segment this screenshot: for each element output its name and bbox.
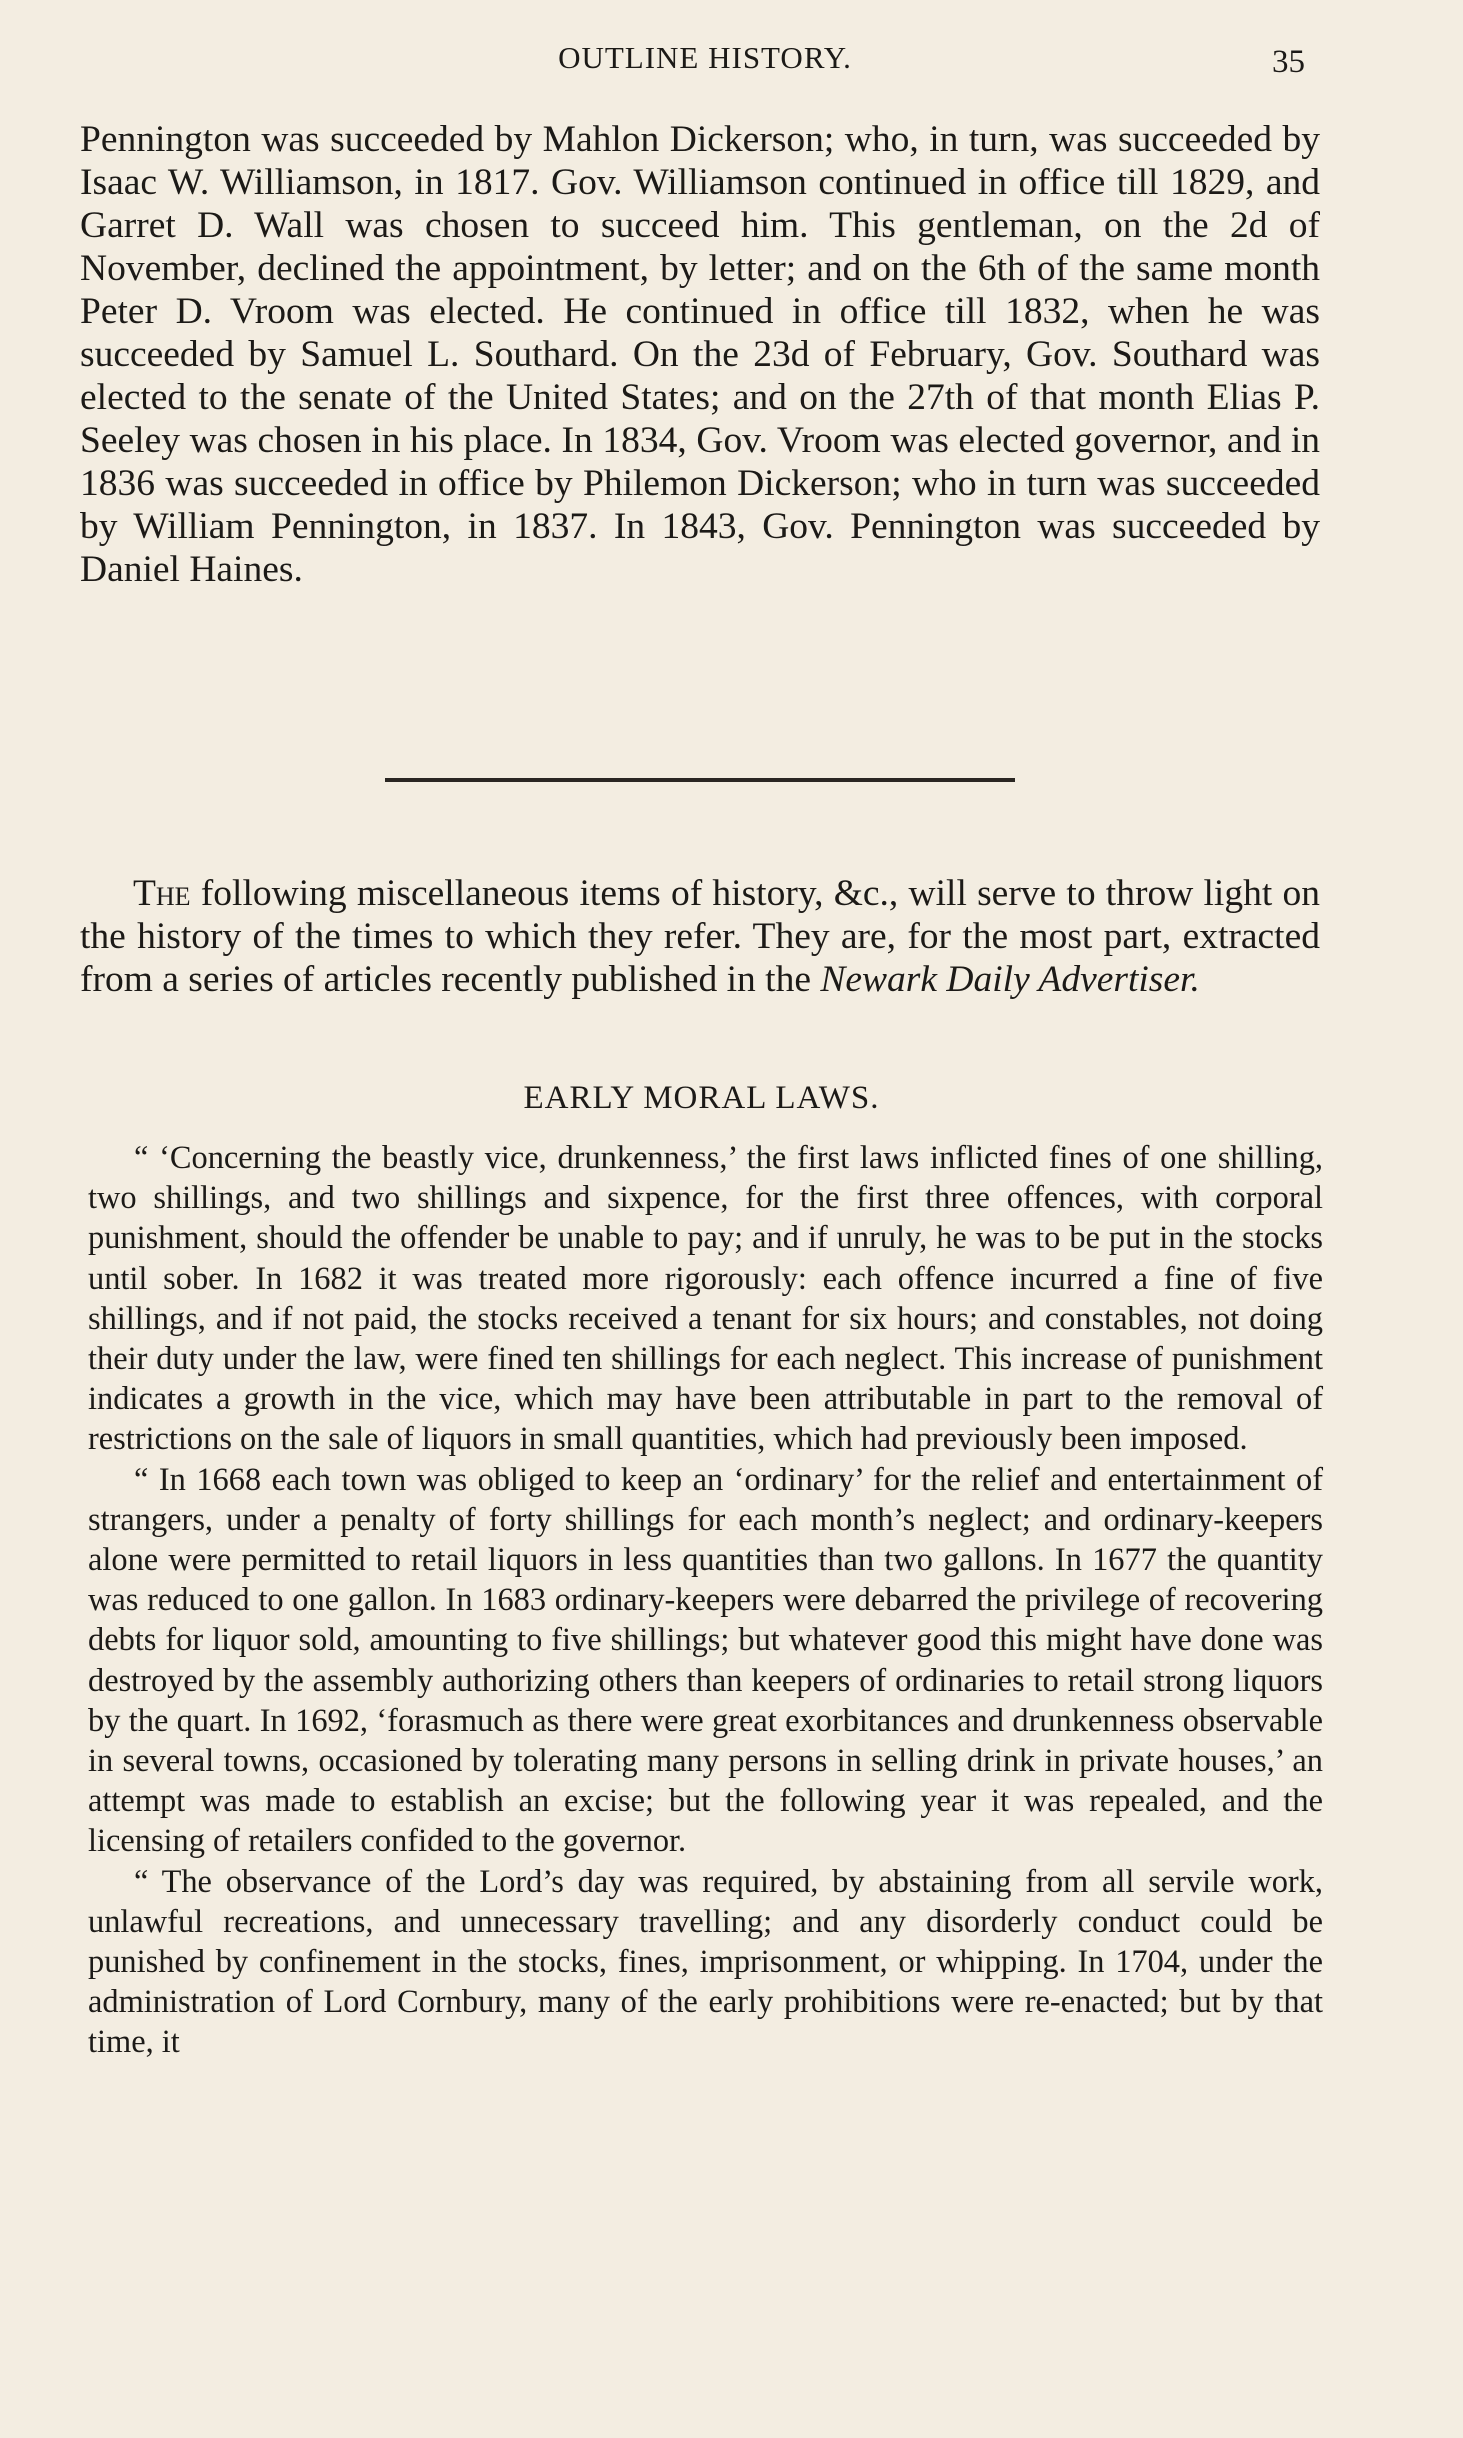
quoted-passages <box>88 1138 1323 2063</box>
continued-paragraph <box>80 118 1320 591</box>
intro-text <box>80 872 1320 1001</box>
quote-paragraph: “ The observance of the Lord’s day was required, by abstaining from all servile work, unlawful recreations, and unnecessary travelling; and any disorderly conduct could be punished by confinement in the stocks, fines, imprisonment, or whipping. In 1704, under the administration of Lord Cornbury, many of the early prohibitions were re-enacted; but by that time, it <box>88 1863 1323 2061</box>
quote-paragraph: “ ‘Concerning the beastly vice, drunkenness,’ the first laws inflicted fines of one shilling, two shillings, and two shillings and sixpence, for the first three offences, with corporal punishment, should the offender be unable to pay; and if unruly, he was to be put in the stocks until sober. In 1682 it was treated more rigorously: each offence incurred a fine of five shillings, and if not paid, the stocks received a tenant for six hours; and constables, not doing their duty under the law, were fined ten shillings for each neglect. This increase of punishment indicates a growth in the vice, which may have been attributable in part to the removal of restrictions on the sale of liquors in small quantities, which had previously been imposed. <box>88 1140 1323 1458</box>
section-divider <box>385 778 1015 782</box>
page-number: 35 <box>1272 44 1305 80</box>
quote-paragraph: “ In 1668 each town was obliged to keep an ‘ordinary’ for the relief and entertainment of strangers, under a penalty of forty shillings for each month’s neglect; and ordinary-keepers alone were permitted to retail liquors in less quantities than two gallons. In 1677 the quantity was reduced to one gallon. In 1683 ordinary-keepers were debarred the privilege of recovering debts for liquor sold, amounting to five shillings; but whatever good this might have done was destroyed by the assembly authorizing others than keepers of ordinaries to retail strong liquors by the quart. In 1692, ‘forasmuch as there were great exorbitances and drunkenness observable in several towns, occasioned by tolerating many persons in selling drink in private houses,’ an attempt was made to establish an excise; but the following year it was repealed, and the licensing of retailers confided to the governor. <box>88 1461 1323 1860</box>
intro-lead: The <box>133 873 191 914</box>
intro-paragraph <box>80 872 1320 1001</box>
section-heading: EARLY MORAL LAWS. <box>523 1080 880 1116</box>
paragraph-text: Pennington was succeeded by Mahlon Dickerson; who, in turn, was succeeded by Isaac W. Williamson, in 1817. Gov. Williamson continued in office till 1829, and Garret D. Wall was chosen to succeed him. This gentleman, on the 2d of November, declined the appointment, by letter; and on the 6th of the same month Peter D. Vroom was elected. He continued in office till 1832, when he was succeeded by Samuel L. Southard. On the 23d of February, Gov. Southard was elected to the senate of the United States; and on the 27th of that month Elias P. Seeley was chosen in his place. In 1834, Gov. Vroom was elected governor, and in 1836 was succeeded in office by Philemon Dickerson; who in turn was succeeded by William Pennington, in 1837. In 1843, Gov. Pennington was succeeded by Daniel Haines. <box>80 119 1320 590</box>
running-title: OUTLINE HISTORY. <box>558 40 852 75</box>
intro-publication: Newark Daily Advertiser. <box>820 959 1200 1000</box>
intro-body: following miscellaneous items of history, &c., will serve to throw light on the history of the times to which they refer. They are, for the most part, extracted from a series of articles recently published in the <box>80 873 1320 1000</box>
running-head <box>0 40 1463 86</box>
